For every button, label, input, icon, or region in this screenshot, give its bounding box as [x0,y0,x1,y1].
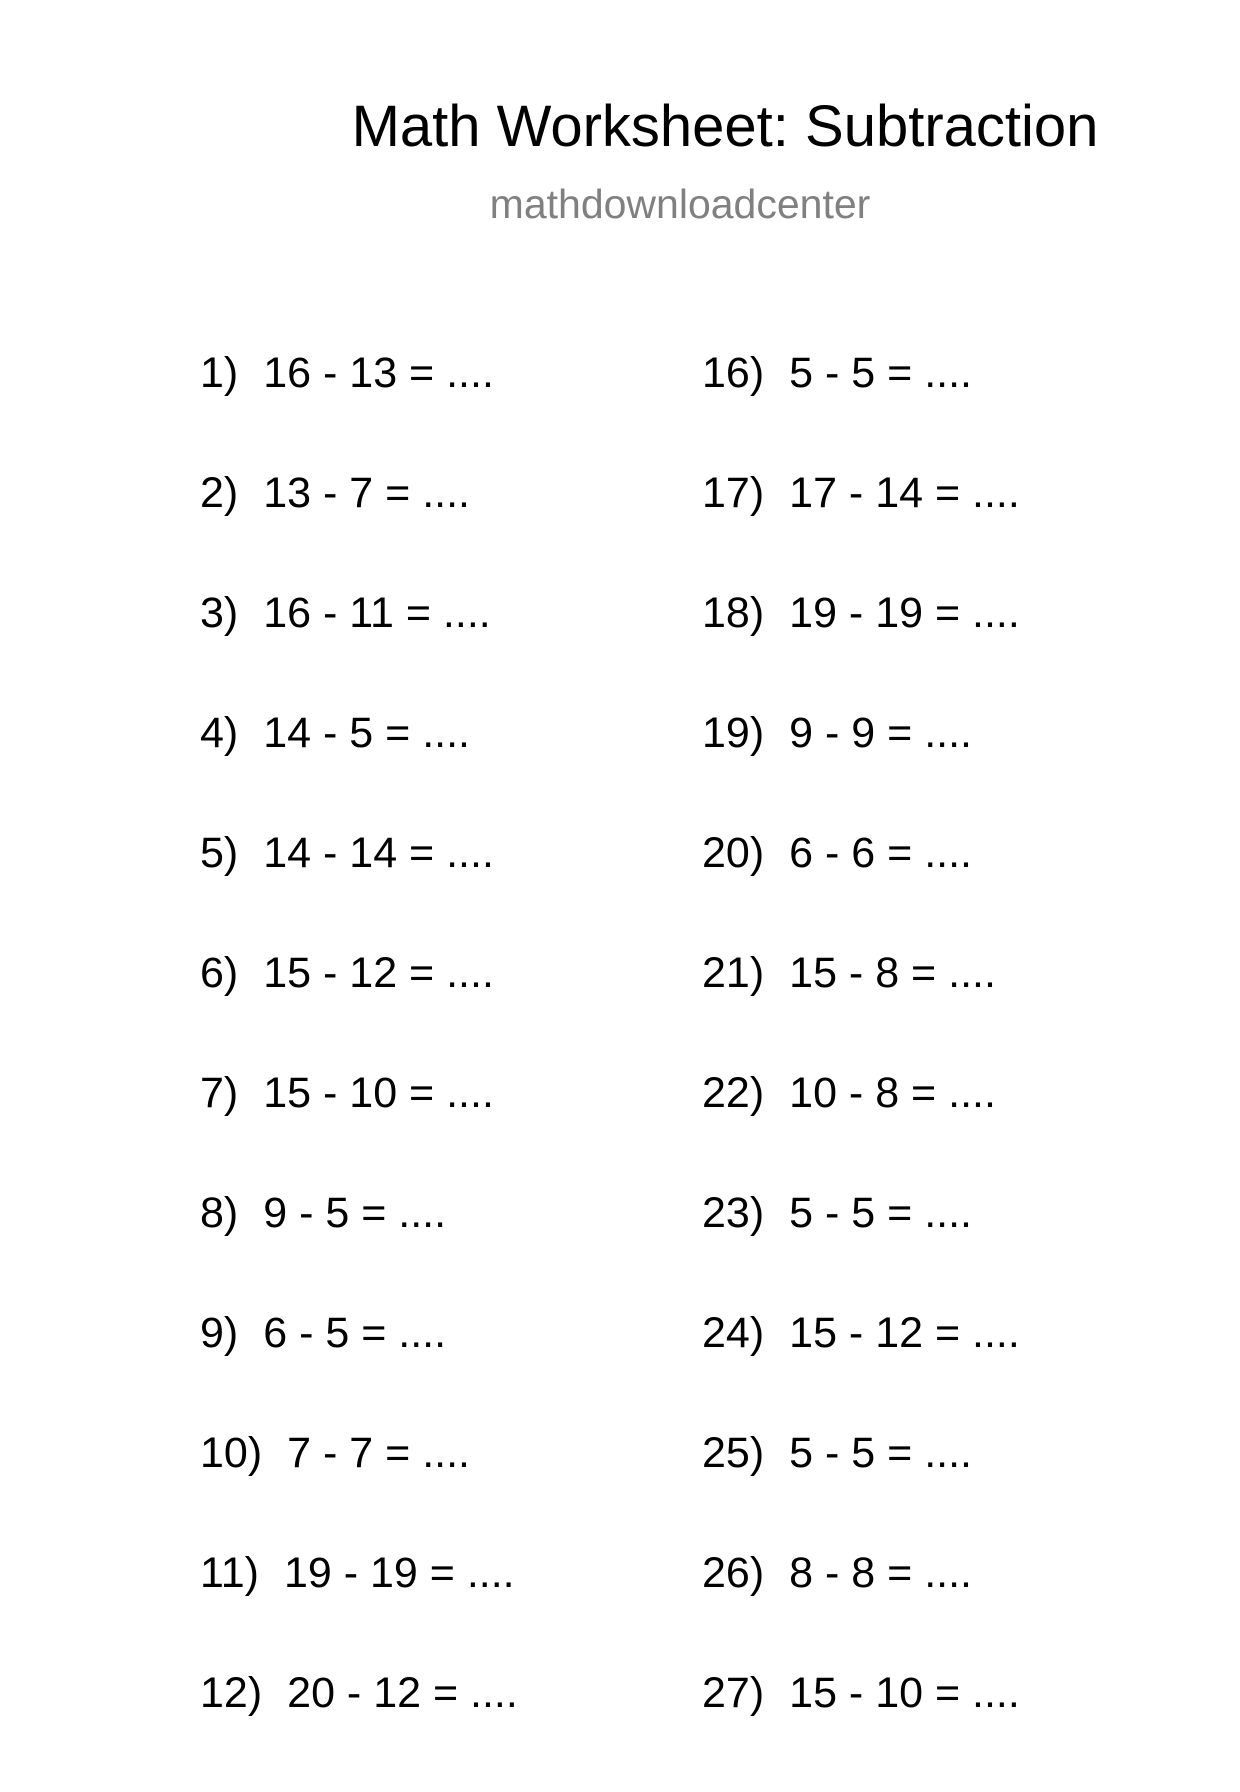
problem-number: 11) [200,1549,259,1597]
problem-item [200,349,518,472]
problem-expression: 13 - 7 = .... [263,469,470,517]
problem-item [200,1069,518,1192]
problem-expression: 19 - 19 = .... [283,1549,515,1597]
problem-number: 5) [200,829,239,877]
problem-item [200,589,518,712]
problem-expression: 5 - 5 = .... [789,1429,972,1477]
problem-item [200,1669,518,1792]
problem-item [200,1429,518,1552]
problem-number: 1) [200,349,239,397]
problem-item [702,469,1020,592]
problem-expression: 15 - 8 = .... [789,949,996,997]
problem-item [702,349,1020,472]
problem-expression: 10 - 8 = .... [789,1069,996,1117]
problem-number: 2) [200,469,239,517]
problem-item [200,1309,518,1432]
problem-number: 6) [200,949,239,997]
page-subtitle: mathdownloadcenter [489,181,871,227]
problem-item [702,1429,1020,1552]
problem-column-right [702,349,1020,1792]
problem-expression: 5 - 5 = .... [789,349,972,397]
problem-expression: 8 - 8 = .... [789,1549,972,1597]
problem-expression: 17 - 14 = .... [789,469,1020,517]
problem-number: 17) [702,469,765,517]
problem-expression: 15 - 10 = .... [263,1069,494,1117]
problem-expression: 6 - 5 = .... [263,1309,447,1357]
problem-expression: 14 - 5 = .... [263,709,470,757]
problem-number: 19) [702,709,765,757]
problem-expression: 6 - 6 = .... [789,829,972,877]
problem-item [702,1189,1020,1312]
problem-expression: 16 - 11 = .... [263,589,491,637]
problem-expression: 20 - 12 = .... [287,1669,518,1717]
problem-expression: 16 - 13 = .... [263,349,494,397]
problem-number: 27) [702,1669,765,1717]
page-title: Math Worksheet: Subtraction [351,94,1099,159]
problem-item [200,829,518,952]
problem-number: 7) [200,1069,239,1117]
problem-number: 24) [702,1309,765,1357]
problem-number: 22) [702,1069,765,1117]
problem-number: 10) [200,1429,263,1477]
problem-number: 12) [200,1669,263,1717]
problem-number: 16) [702,349,765,397]
problem-expression: 7 - 7 = .... [287,1429,470,1477]
problem-expression: 14 - 14 = .... [263,829,494,877]
problem-item [702,1669,1020,1792]
problem-expression: 19 - 19 = .... [789,589,1020,637]
problem-item [702,829,1020,952]
problem-number: 23) [702,1189,765,1237]
problem-item [702,1069,1020,1192]
problem-item [200,1189,518,1312]
problem-number: 21) [702,949,765,997]
problem-item [702,1549,1020,1672]
problem-number: 3) [200,589,239,637]
problem-item [702,709,1020,832]
problem-number: 20) [702,829,765,877]
problem-expression: 9 - 5 = .... [263,1189,447,1237]
problem-number: 8) [200,1189,239,1237]
problem-item [200,709,518,832]
problem-expression: 15 - 12 = .... [263,949,494,997]
problem-item [200,469,518,592]
problem-expression: 15 - 10 = .... [789,1669,1020,1717]
problem-expression: 15 - 12 = .... [789,1309,1020,1357]
problem-number: 26) [702,1549,765,1597]
problem-number: 25) [702,1429,765,1477]
problem-number: 9) [200,1309,239,1357]
problem-column-left [200,349,518,1792]
problem-item [200,1549,518,1672]
problem-number: 4) [200,709,239,757]
problem-item [200,949,518,1072]
problem-expression: 5 - 5 = .... [789,1189,972,1237]
problem-item [702,589,1020,712]
problem-number: 18) [702,589,765,637]
problem-expression: 9 - 9 = .... [789,709,972,757]
problem-item [702,949,1020,1072]
problem-item [702,1309,1020,1432]
